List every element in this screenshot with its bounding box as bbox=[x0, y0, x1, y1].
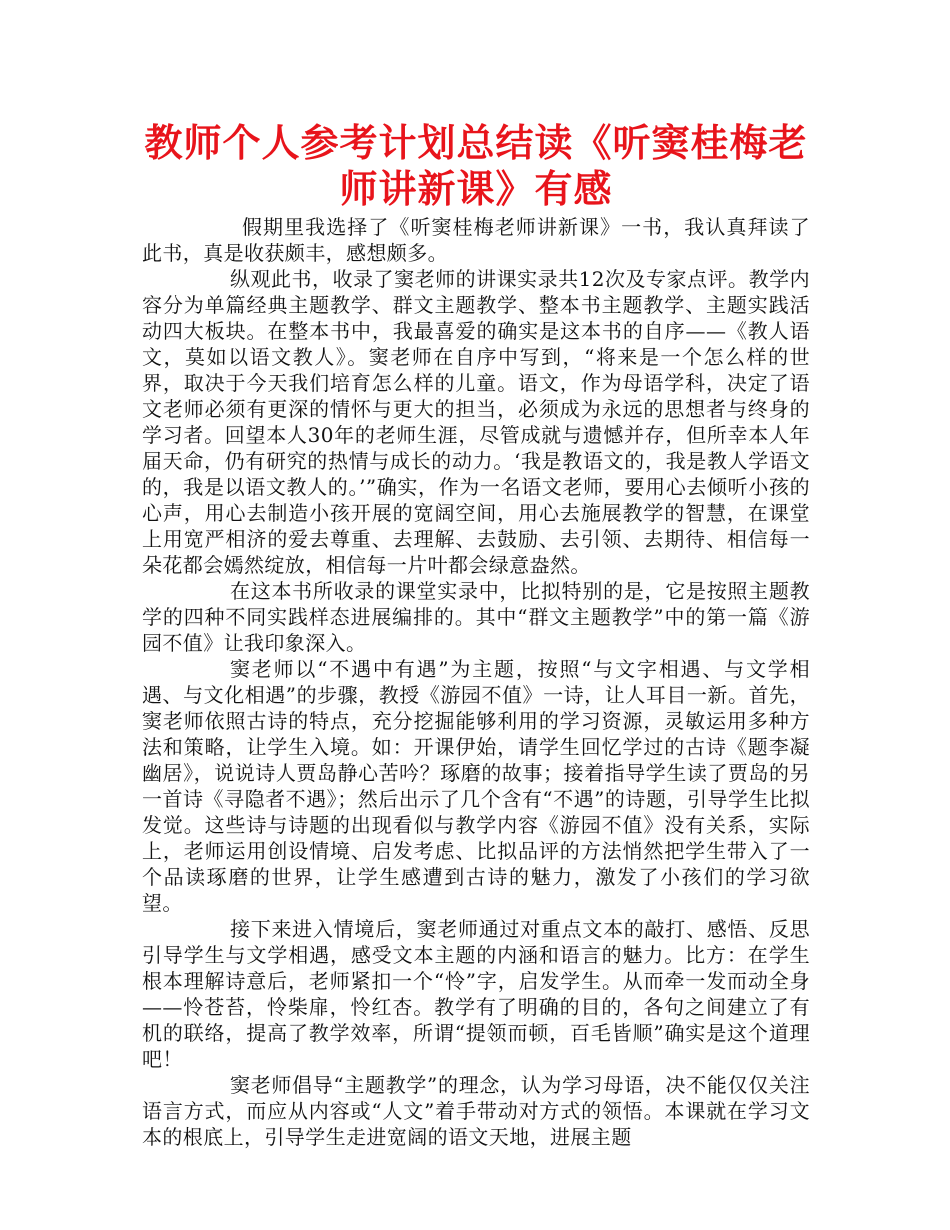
paragraph-3: 在这本书所收录的课堂实录中，比拟特别的是，它是按照主题教学的四种不同实践样态进展编排的。其中“群文主题教学”中的第一篇《游园不值》让我印象深入。 bbox=[142, 579, 810, 655]
paragraph-6: 窦老师倡导“主题教学”的理念，认为学习母语，决不能仅仅关注语言方式，而应从内容或“人文”着手带动对方式的领悟。本课就在学习文本的根底上，引导学生走进宽阔的语文天地，进展主题 bbox=[142, 1073, 810, 1149]
paragraph-5: 接下来进入情境后，窦老师通过对重点文本的敲打、感悟、反思引导学生与文学相遇，感受文本主题的内涵和语言的魅力。比方：在学生根本理解诗意后，老师紧扣一个“怜”字，启发学生。从而牵一发而动全身——怜苍苔，怜柴扉，怜红杏。教学有了明确的目的，各句之间建立了有机的联络，提高了教学效率，所谓“提领而顿，百毛皆顺”确实是这个道理吧！ bbox=[142, 917, 810, 1071]
document-page bbox=[142, 120, 810, 1150]
document-body bbox=[142, 214, 810, 1150]
paragraph-4: 窦老师以“不遇中有遇”为主题，按照“与文字相遇、与文学相遇、与文化相遇”的步骤，教授《游园不值》一诗，让人耳目一新。首先，窦老师依照古诗的特点，充分挖掘能够利用的学习资源，灵敏运用多种方法和策略，让学生入境。如：开课伊始，请学生回忆学过的古诗《题李凝幽居》，说说诗人贾岛静心苦吟？琢磨的故事；接着指导学生读了贾岛的另一首诗《寻隐者不遇》；然后出示了几个含有“不遇”的诗题，引导学生比拟发觉。这些诗与诗题的出现看似与教学内容《游园不值》没有关系，实际上，老师运用创设情境、启发考虑、比拟品评的方法悄然把学生带入了一个品读琢磨的世界，让学生感遭到古诗的魅力，激发了小孩们的学习欲望。 bbox=[142, 657, 810, 915]
document-title: 教师个人参考计划总结读《听窦桂梅老师讲新课》有感 bbox=[144, 121, 808, 211]
paragraph-2: 纵观此书，收录了窦老师的讲课实录共12次及专家点评。教学内容分为单篇经典主题教学、群文主题教学、整本书主题教学、主题实践活动四大板块。在整本书中，我最喜爱的确实是这本书的自序——《教人语文，莫如以语文教人》。窦老师在自序中写到，“将来是一个怎么样的世界，取决于今天我们培育怎么样的儿童。语文，作为母语学科，决定了语文老师必须有更深的情怀与更大的担当，必须成为永远的思想者与终身的学习者。回望本人30年的老师生涯，尽管成就与遗憾并存，但所幸本人年届天命，仍有研究的热情与成长的动力。‘我是教语文的，我是教人学语文的，我是以语文教人的。’”确实，作为一名语文老师，要用心去倾听小孩的心声，用心去制造小孩开展的宽阔空间，用心去施展教学的智慧，在课堂上用宽严相济的爱去尊重、去理解、去鼓励、去引领、去期待、相信每一朵花都会嫣然绽放，相信每一片叶都会绿意盎然。 bbox=[142, 267, 810, 577]
paragraph-1: 假期里我选择了《听窦桂梅老师讲新课》一书，我认真拜读了此书，真是收获颇丰，感想颇多。 bbox=[142, 215, 810, 265]
